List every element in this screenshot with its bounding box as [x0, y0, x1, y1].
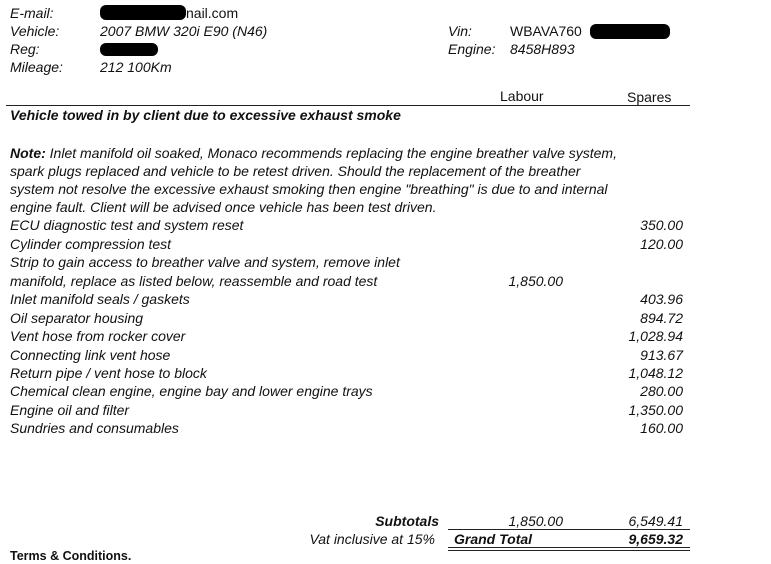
item-desc: Return pipe / vent hose to block [10, 365, 207, 381]
item-spares: 1,048.12 [628, 365, 683, 381]
email-label: E-mail: [10, 5, 54, 21]
vehicle-value: 2007 BMW 320i E90 (N46) [100, 23, 268, 39]
spares-subtotal: 6,549.41 [628, 513, 683, 529]
note-line-2: spark plugs replaced and vehicle to be retest driven. Should the replacement of the breather [10, 163, 581, 179]
engine-label: Engine: [448, 41, 496, 57]
note-line-4: engine fault. Client will be advised once vehicle has been test driven. [10, 199, 437, 215]
subtotals-label: Subtotals [375, 513, 439, 529]
vehicle-label: Vehicle: [10, 23, 60, 39]
subtotal-divider [448, 529, 690, 530]
vin-label: Vin: [448, 23, 472, 39]
item-spares: 350.00 [640, 217, 683, 233]
item-desc: Connecting link vent hose [10, 347, 171, 363]
item-desc: Vent hose from rocker cover [10, 328, 186, 344]
terms-heading: Terms & Conditions. [10, 549, 132, 563]
item-desc: Chemical clean engine, engine bay and lower engine trays [10, 383, 373, 399]
grand-total-underline-1 [448, 547, 690, 548]
vin-value: WBAVA760 [510, 23, 582, 39]
item-spares: 403.96 [640, 291, 683, 307]
grand-total-label: Grand Total [454, 531, 533, 547]
job-title: Vehicle towed in by client due to excessive exhaust smoke [10, 107, 401, 123]
item-spares: 120.00 [640, 236, 683, 252]
item-spares: 894.72 [640, 310, 683, 326]
labour-column-header: Labour [500, 88, 544, 104]
spares-column-header: Spares [627, 89, 672, 105]
item-spares: 913.67 [640, 347, 683, 363]
item-desc: Sundries and consumables [10, 420, 179, 436]
mileage-label: Mileage: [10, 59, 63, 75]
item-spares: 280.00 [640, 383, 683, 399]
item-labour: 1,850.00 [508, 273, 563, 289]
item-desc: Inlet manifold seals / gaskets [10, 291, 190, 307]
note-line-3: system not resolve the excessive exhaust smoking then engine "breathing" is due to and internal [10, 181, 608, 197]
labour-subtotal: 1,850.00 [508, 513, 563, 529]
item-desc: Cylinder compression test [10, 236, 172, 252]
grand-total-underline-2 [448, 550, 690, 551]
note-line-1 [10, 145, 617, 161]
item-spares: 1,028.94 [628, 328, 683, 344]
redaction-email [100, 5, 186, 20]
item-spares: 160.00 [640, 420, 683, 436]
redaction-vin [590, 24, 670, 39]
item-spares: 1,350.00 [628, 402, 683, 418]
mileage-value: 212 100Km [100, 59, 172, 75]
item-desc: manifold, replace as listed below, reassemble and road test [10, 273, 378, 289]
redaction-reg [100, 43, 158, 56]
item-desc: Oil separator housing [10, 310, 144, 326]
note-label: Note: [10, 145, 46, 161]
engine-value: 8458H893 [510, 41, 575, 57]
reg-label: Reg: [10, 41, 40, 57]
grand-total-value: 9,659.32 [628, 531, 683, 547]
email-value: nail.com [186, 5, 239, 21]
item-desc: Strip to gain access to breather valve and system, remove inlet [10, 254, 400, 270]
header-divider [6, 105, 690, 106]
item-desc: Engine oil and filter [10, 402, 130, 418]
item-desc: ECU diagnostic test and system reset [10, 217, 244, 233]
vat-label: Vat inclusive at 15% [309, 531, 435, 547]
note-text-1: Inlet manifold oil soaked, Monaco recommends replacing the engine breather valve system, [45, 145, 617, 161]
